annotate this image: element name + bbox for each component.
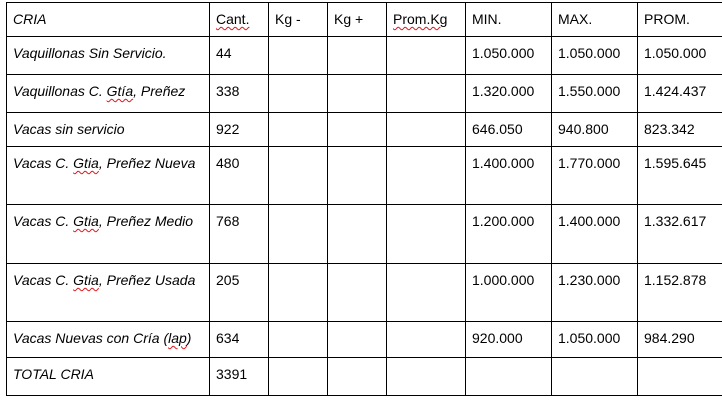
cant-cell: 768: [210, 205, 269, 264]
min-cell: 646.050: [466, 113, 552, 147]
prom-kg-cell: [387, 37, 466, 75]
table-row: [7, 37, 722, 75]
max-cell: 1.050.000: [552, 37, 638, 75]
max-cell: 1.400.000: [552, 205, 638, 264]
row-label-text: Vacas C.: [13, 213, 74, 229]
max-cell: 940.800: [552, 113, 638, 147]
row-label: [7, 264, 210, 322]
row-label-text: Vacas Nuevas con Cría (: [13, 330, 169, 346]
row-label: [7, 75, 210, 113]
cant-cell: 205: [210, 264, 269, 322]
table-row: [7, 75, 722, 113]
cant-cell: 44: [210, 37, 269, 75]
header-cria: CRIA: [7, 3, 210, 37]
kg-plus-cell: [328, 205, 387, 264]
kg-plus-cell: [328, 264, 387, 322]
header-kg-minus: Kg -: [269, 3, 328, 37]
header-cant-text: Cant.: [216, 11, 250, 27]
min-cell: 1.000.000: [466, 264, 552, 322]
prom-cell: 984.290: [638, 322, 722, 358]
kg-plus-cell: [328, 147, 387, 205]
header-prom-kg: [387, 3, 466, 37]
empty-cell: [387, 358, 466, 396]
max-cell: 1.770.000: [552, 147, 638, 205]
row-label-text: Vacas C.: [13, 272, 74, 288]
empty-cell: [466, 358, 552, 396]
header-cant: [210, 3, 269, 37]
misspelled-word: Gtía: [106, 83, 134, 99]
min-cell: 1.400.000: [466, 147, 552, 205]
prom-cell: 1.152.878: [638, 264, 722, 322]
empty-cell: [328, 358, 387, 396]
row-label: [7, 37, 210, 75]
table-row: [7, 322, 722, 358]
empty-cell: [638, 358, 722, 396]
min-cell: 1.050.000: [466, 37, 552, 75]
table-row: [7, 147, 722, 205]
kg-plus-cell: [328, 322, 387, 358]
prom-kg-cell: [387, 75, 466, 113]
row-label: [7, 113, 210, 147]
row-label: [7, 205, 210, 264]
header-prom: PROM.: [638, 3, 722, 37]
max-cell: 1.050.000: [552, 322, 638, 358]
max-cell: 1.230.000: [552, 264, 638, 322]
prom-cell: 1.050.000: [638, 37, 722, 75]
cant-cell: 338: [210, 75, 269, 113]
misspelled-word: Gtia: [73, 213, 99, 229]
total-cant: 3391: [210, 358, 269, 396]
max-cell: 1.550.000: [552, 75, 638, 113]
header-row: [7, 3, 722, 37]
cant-cell: 922: [210, 113, 269, 147]
kg-minus-cell: [269, 37, 328, 75]
misspelled-word: Gtia: [73, 155, 99, 171]
cria-table: [6, 2, 722, 396]
kg-minus-cell: [269, 113, 328, 147]
row-label-text: ): [186, 330, 192, 346]
misspelled-word: lap: [168, 330, 187, 346]
header-min: MIN.: [466, 3, 552, 37]
row-label-text: Vacas sin servicio: [13, 121, 125, 137]
total-row: [7, 358, 722, 396]
header-kg-plus: Kg +: [328, 3, 387, 37]
kg-minus-cell: [269, 322, 328, 358]
empty-cell: [552, 358, 638, 396]
min-cell: 1.320.000: [466, 75, 552, 113]
table-row: [7, 264, 722, 322]
total-label: TOTAL CRIA: [7, 358, 210, 396]
header-prom-kg-text: Prom.Kg: [393, 11, 448, 27]
table-row: [7, 205, 722, 264]
prom-cell: 1.332.617: [638, 205, 722, 264]
kg-plus-cell: [328, 75, 387, 113]
prom-cell: 823.342: [638, 113, 722, 147]
kg-minus-cell: [269, 264, 328, 322]
row-label: [7, 322, 210, 358]
row-label-text: Vaquillonas Sin Servicio.: [13, 45, 167, 61]
table-row: [7, 113, 722, 147]
row-label-text: , Preñez Usada: [98, 272, 196, 288]
prom-kg-cell: [387, 205, 466, 264]
cant-cell: 634: [210, 322, 269, 358]
prom-kg-cell: [387, 147, 466, 205]
row-label: [7, 147, 210, 205]
min-cell: 920.000: [466, 322, 552, 358]
cant-cell: 480: [210, 147, 269, 205]
row-label-text: , Preñez Nueva: [98, 155, 196, 171]
prom-kg-cell: [387, 113, 466, 147]
prom-kg-cell: [387, 322, 466, 358]
row-label-text: Vacas C.: [13, 155, 74, 171]
row-label-text: Vaquillonas C.: [13, 83, 107, 99]
min-cell: 1.200.000: [466, 205, 552, 264]
prom-kg-cell: [387, 264, 466, 322]
kg-minus-cell: [269, 75, 328, 113]
kg-minus-cell: [269, 147, 328, 205]
header-max: MAX.: [552, 3, 638, 37]
kg-plus-cell: [328, 37, 387, 75]
prom-cell: 1.595.645: [638, 147, 722, 205]
empty-cell: [269, 358, 328, 396]
misspelled-word: Gtia: [73, 272, 99, 288]
kg-minus-cell: [269, 205, 328, 264]
kg-plus-cell: [328, 113, 387, 147]
row-label-text: , Preñez Medio: [98, 213, 194, 229]
row-label-text: , Preñez: [133, 83, 186, 99]
prom-cell: 1.424.437: [638, 75, 722, 113]
